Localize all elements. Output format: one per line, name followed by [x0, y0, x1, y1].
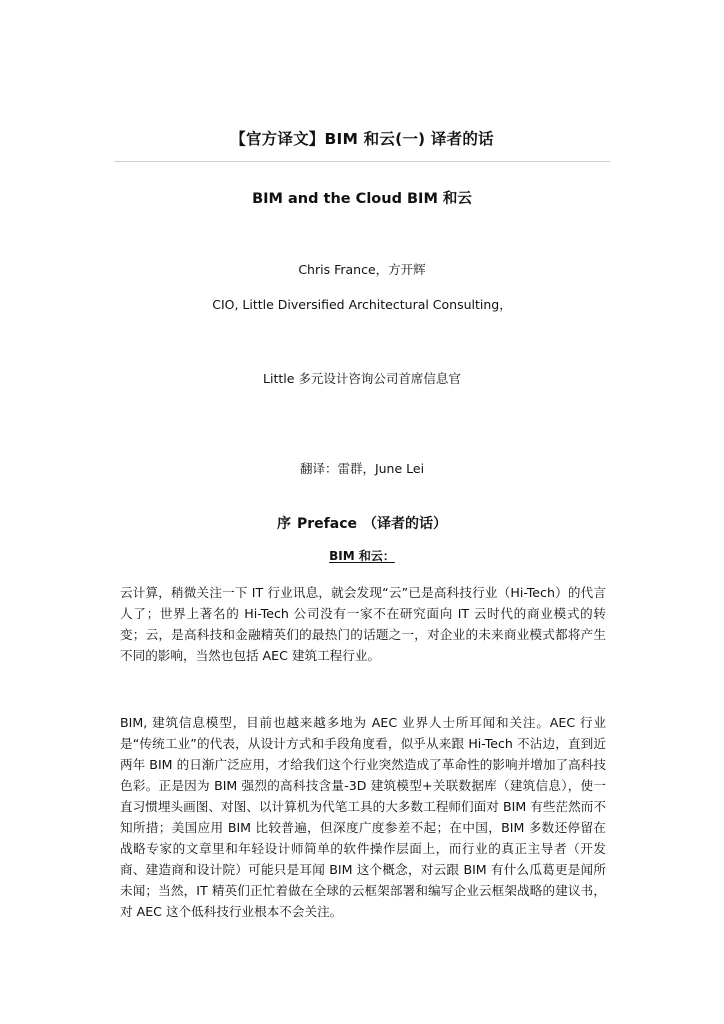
document-title: 【官方译文】BIM 和云(一) 译者的话 — [230, 130, 494, 148]
body-paragraph-2: BIM, 建筑信息模型，目前也越来越多地为 AEC 业界人士所耳闻和关注。AEC 行业是“传统工业”的代表，从设计方式和手段角度看，似乎从来跟 Hi-Tech 不沾边，直到近两年 BIM 的日渐广泛应用，才给我们这个行业突然造成了革命性的影响并增加了高科技色彩。正是因为 BIM 强烈的高科技含量-3D 建筑模型+关联数据库（建筑信息），使一直习惯埋头画图、对图、以计算机为代笔工具的大多数工程师们面对 BIM 有些茫然而不知所措；美国应用 BIM 比较普遍，但深度广度参差不起；在中国，BIM 多数还停留在战略专家的文章里和年轻设计师简单的软件操作层面上，而行业的真正主导者（开发商、建造商和设计院）可能只是耳闻 BIM 这个概念，对云跟 BIM 有什么瓜葛更是闻所未闻；当然，IT 精英们正忙着做在全球的云框架部署和编写企业云框架战略的建议书，对 AEC 这个低科技行业根本不会关注。 — [120, 715, 606, 919]
author-role-chinese: Little 多元设计咨询公司首席信息官 — [263, 371, 461, 386]
author-role-english: CIO, Little Diversified Architectural Consulting， — [212, 297, 512, 312]
preface-english: Preface — [297, 516, 357, 532]
section-heading-text: BIM 和云： — [329, 549, 395, 563]
body-paragraph-1: 云计算，稍微关注一下 IT 行业讯息，就会发现“云”已是高科技行业（Hi-Tech）的代言人了；世界上著名的 Hi-Tech 公司没有一家不在研究面向 IT 云时代的商业模式的转变；云，是高科技和金融精英们的最热门的话题之一，对企业的未来商业模式都将产生不同的影响，当然也包括 AEC 建筑工程行业。 — [120, 585, 606, 663]
preface-prefix: 序 — [277, 516, 291, 532]
section-heading — [0, 547, 724, 564]
title-divider — [114, 161, 610, 162]
preface-note: （译者的话） — [363, 516, 447, 532]
author-line: Chris France，方开辉 — [298, 262, 426, 277]
document-subtitle: BIM and the Cloud BIM 和云 — [252, 191, 472, 207]
preface-heading — [0, 513, 724, 533]
translator-line: 翻译：雷群，June Lei — [299, 461, 425, 476]
